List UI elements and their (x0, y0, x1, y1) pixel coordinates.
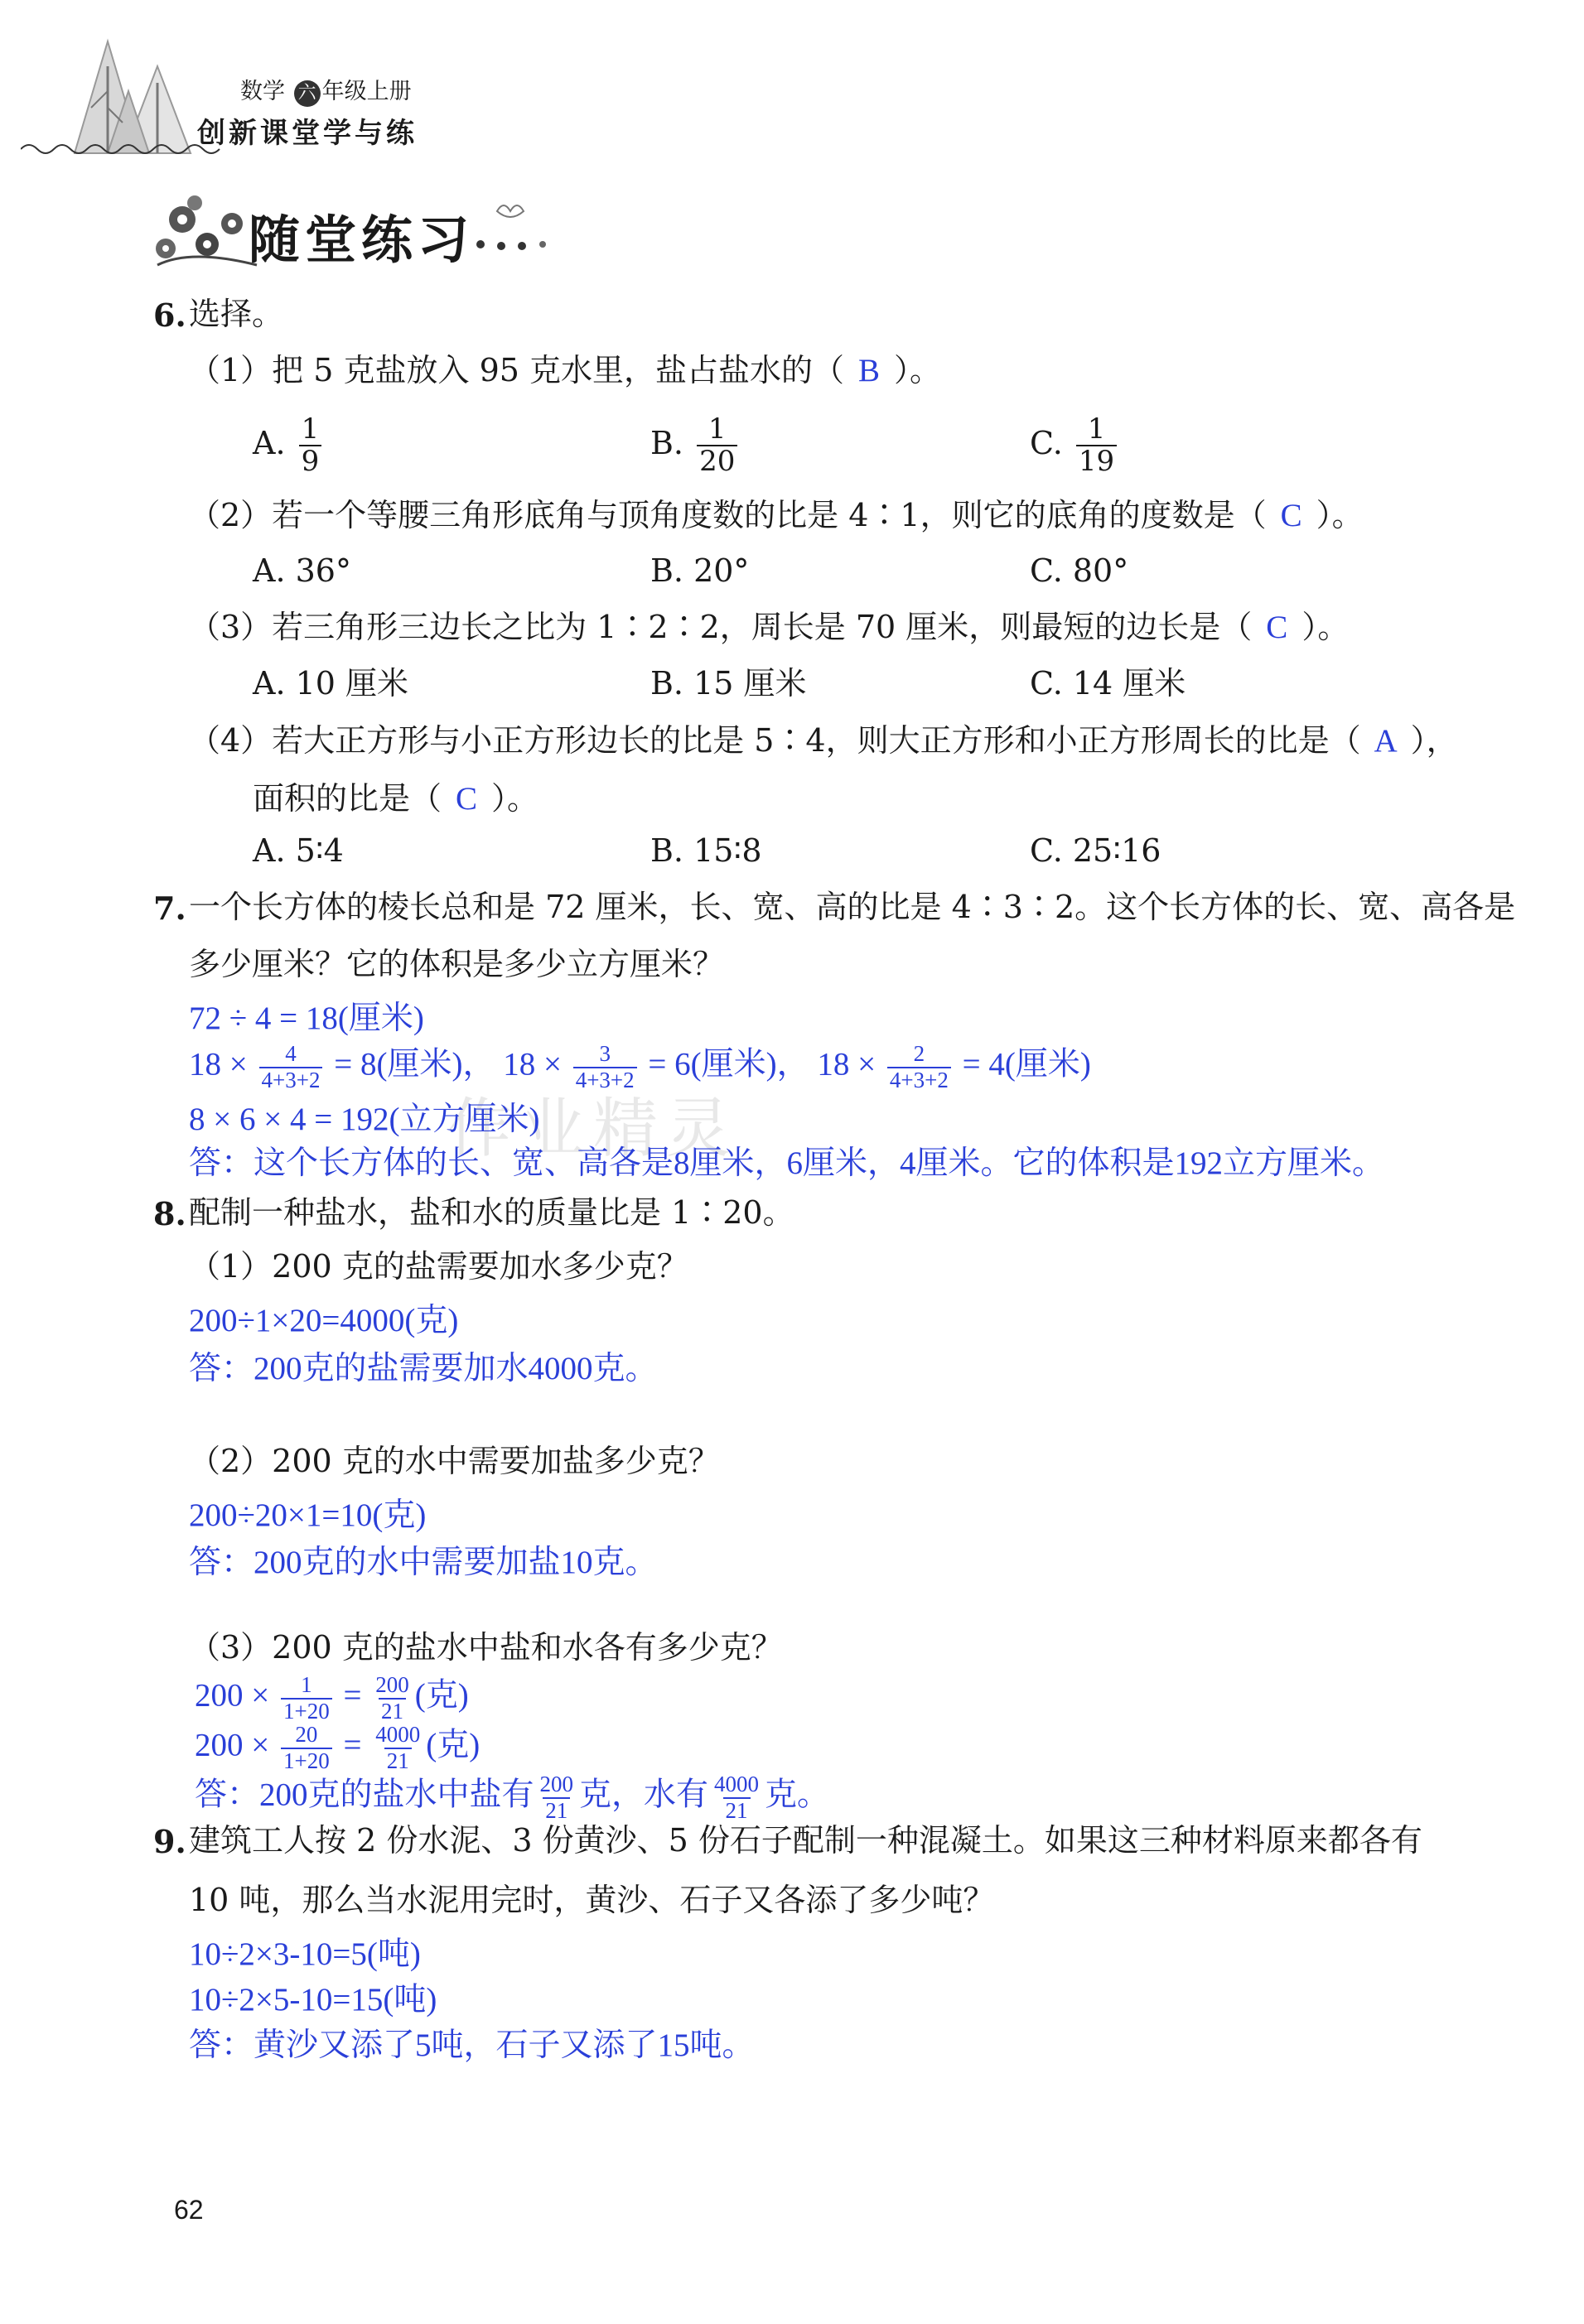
q6-p1-answer: B (858, 353, 881, 388)
denominator: 4+3+2 (887, 1067, 951, 1093)
numerator: 200 (375, 1672, 409, 1697)
q6-p3-pre: （3）若三角形三边长之比为 1∶2∶2，周长是 70 厘米，则最短的边长是（ (189, 609, 1253, 645)
fraction (259, 1042, 323, 1092)
q6-part1-stem (189, 354, 941, 387)
q6-p2-option-a: A. 36° (253, 552, 351, 589)
grade-badge: 六 (294, 80, 321, 107)
q6-p4-pre: （4）若大正方形与小正方形边长的比是 5∶4，则大正方形和小正方形周长的比是（ (189, 722, 1361, 759)
q6-p2-answer: C (1280, 498, 1302, 533)
q9-number: 9. (153, 1823, 186, 1860)
q6-p4-line2-pre: 面积的比是（ (253, 780, 442, 817)
answer-text: 答：200克的盐水中盐有 (195, 1777, 534, 1813)
denominator: 19 (1076, 445, 1117, 477)
q6-p4-option-c: C. 25∶16 (1030, 832, 1161, 869)
q8-part2-question: （2）200 克的水中需要加盐多少克？ (189, 1443, 720, 1479)
q6-number: 6. (153, 297, 186, 334)
q6-p4-answer2: C (456, 781, 478, 817)
subject-label: 数学 (240, 79, 285, 104)
q8-p3-calc-water (195, 1723, 480, 1773)
unit: (克) (414, 1677, 469, 1714)
q6-p4-option-b: B. 15∶8 (650, 832, 762, 869)
fraction (887, 1042, 951, 1092)
q6-p3-post: ）。 (1301, 609, 1350, 645)
expr-result: = 6(厘米)， (648, 1046, 809, 1082)
q6-p4-post1: ）， (1410, 722, 1458, 759)
q6-p1-pre: （1）把 5 克盐放入 95 克水里，盐占盐水的（ (189, 352, 845, 388)
q8-p1-calc: 200÷1×20=4000(克) (189, 1303, 459, 1338)
fraction (573, 1042, 637, 1092)
denominator: 21 (723, 1797, 751, 1824)
fraction (373, 1723, 423, 1773)
q6-p2-option-c: C. 80° (1030, 552, 1129, 589)
q8-title: 配制一种盐水，盐和水的质量比是 1∶20。 (189, 1194, 794, 1231)
q6-p2-option-b: B. 20° (650, 552, 750, 589)
q9-line2: 10 吨，那么当水泥用完时，黄沙、石子又各添了多少吨？ (189, 1882, 995, 1918)
q6-p3-option-a: A. 10 厘米 (253, 665, 409, 702)
expr-prefix: 18 × (817, 1046, 877, 1082)
q8-p2-answer: 答：200克的水中需要加盐10克。 (189, 1545, 658, 1580)
q6-p1-post: ）。 (894, 352, 942, 388)
q8-p3-calc-salt (195, 1673, 469, 1724)
unit: (克) (426, 1727, 481, 1763)
q6-p1-option-a (253, 414, 325, 478)
numerator: 3 (599, 1041, 611, 1066)
q6-p3-option-c: C. 14 厘米 (1030, 665, 1186, 702)
numerator: 1 (301, 412, 320, 446)
q8-p1-answer: 答：200克的盐需要加水4000克。 (189, 1351, 658, 1386)
expr-result: = 4(厘米) (962, 1046, 1091, 1082)
option-b-label: B. (650, 424, 684, 461)
book-title: 创新课堂学与练 (197, 117, 418, 150)
denominator: 21 (543, 1797, 570, 1824)
q7-answer-line1: 72 ÷ 4 = 18(厘米) (189, 1000, 424, 1036)
fraction (1076, 414, 1117, 478)
flower-decoration-icon (149, 186, 265, 277)
expr-result: = 8(厘米)， (334, 1046, 495, 1082)
q7-line1: 一个长方体的棱长总和是 72 厘米，长、宽、高的比是 4∶3∶2。这个长方体的长、宽、高各是 (189, 889, 1516, 925)
numerator: 4000 (375, 1722, 421, 1747)
grade-label: 年级上册 (321, 79, 412, 104)
q6-part3-stem (189, 611, 1349, 644)
expr-prefix: 200 × (195, 1677, 270, 1714)
numerator: 200 (539, 1772, 574, 1796)
q7-answer-line3: 8 × 6 × 4 = 192(立方厘米) (189, 1102, 540, 1137)
denominator: 4+3+2 (259, 1067, 323, 1093)
q8-p2-calc: 200÷20×1=10(克) (189, 1497, 427, 1533)
tree-logo-icon (25, 17, 215, 157)
fraction (299, 414, 322, 478)
expr-prefix: 18 × (503, 1046, 562, 1082)
q9-answer: 答：黄沙又添了5吨，石子又添了15吨。 (189, 2027, 755, 2063)
denominator: 1+20 (281, 1698, 332, 1724)
q6-p4-post2: ）。 (491, 780, 539, 817)
denominator: 20 (697, 445, 737, 477)
denominator: 21 (379, 1698, 406, 1724)
denominator: 4+3+2 (573, 1067, 637, 1093)
q6-p1-option-b (650, 414, 741, 478)
numerator: 4 (285, 1041, 297, 1066)
expr-prefix: 200 × (195, 1727, 270, 1763)
q8-part1-question: （1）200 克的盐需要加水多少克？ (189, 1248, 688, 1285)
numerator: 1 (707, 412, 727, 446)
fraction (697, 414, 737, 478)
fraction (373, 1673, 412, 1724)
numerator: 2 (913, 1041, 925, 1066)
q6-p4-option-a: A. 5∶4 (253, 832, 344, 869)
q7-answer-line2 (189, 1042, 1091, 1092)
denominator: 1+20 (281, 1748, 332, 1774)
section-title: 随堂练习 (249, 210, 475, 270)
q6-p3-option-b: B. 15 厘米 (650, 665, 807, 702)
q6-p1-option-c (1030, 414, 1120, 478)
q6-p3-answer: C (1266, 610, 1288, 645)
numerator: 20 (295, 1722, 318, 1747)
numerator: 4000 (714, 1772, 760, 1796)
numerator: 1 (1087, 412, 1106, 446)
denominator: 9 (299, 445, 322, 477)
q8-part3-question: （3）200 克的盐水中盐和水各有多少克？ (189, 1629, 783, 1666)
equals-sign: = (343, 1727, 362, 1763)
q7-line2: 多少厘米？它的体积是多少立方厘米？ (189, 946, 725, 982)
q7-answer-line4: 答：这个长方体的长、宽、高各是8厘米，6厘米，4厘米。它的体积是192立方厘米。 (189, 1145, 1385, 1181)
equals-sign: = (343, 1677, 362, 1714)
q6-p4-answer1: A (1374, 723, 1398, 759)
fraction (712, 1772, 761, 1823)
answer-text: 克。 (765, 1777, 830, 1813)
q6-part4-line2 (253, 780, 539, 817)
header-subject (240, 73, 412, 107)
q8-p3-answer (195, 1772, 829, 1823)
option-c-label: C. (1030, 424, 1063, 461)
option-a-label: A. (253, 424, 286, 461)
q8-number: 8. (153, 1195, 186, 1232)
expr-prefix: 18 × (189, 1046, 248, 1082)
q6-p2-pre: （2）若一个等腰三角形底角与顶角度数的比是 4∶1，则它的底角的度数是（ (189, 497, 1267, 533)
denominator: 21 (384, 1748, 412, 1774)
q9-line1: 建筑工人按 2 份水泥、3 份黄沙、5 份石子配制一种混凝土。如果这三种材料原来都各有 (189, 1822, 1422, 1859)
q6-part2-stem (189, 499, 1364, 532)
q6-p2-post: ）。 (1316, 497, 1364, 533)
watermark: 作业精灵 (447, 1092, 740, 1166)
q6-title: 选择。 (189, 296, 284, 332)
page-number: 62 (174, 2195, 204, 2225)
q6-part4-stem (189, 722, 1458, 759)
fraction (538, 1772, 577, 1823)
q7-number: 7. (153, 890, 186, 927)
fraction (281, 1723, 332, 1773)
q9-calc-sand: 10÷2×3-10=5(吨) (189, 1936, 421, 1972)
answer-text: 克，水有 (579, 1777, 709, 1813)
fraction (281, 1673, 332, 1724)
q9-calc-stone: 10÷2×5-10=15(吨) (189, 1982, 437, 2018)
dots-decoration-icon (464, 195, 563, 261)
numerator: 1 (301, 1672, 312, 1697)
